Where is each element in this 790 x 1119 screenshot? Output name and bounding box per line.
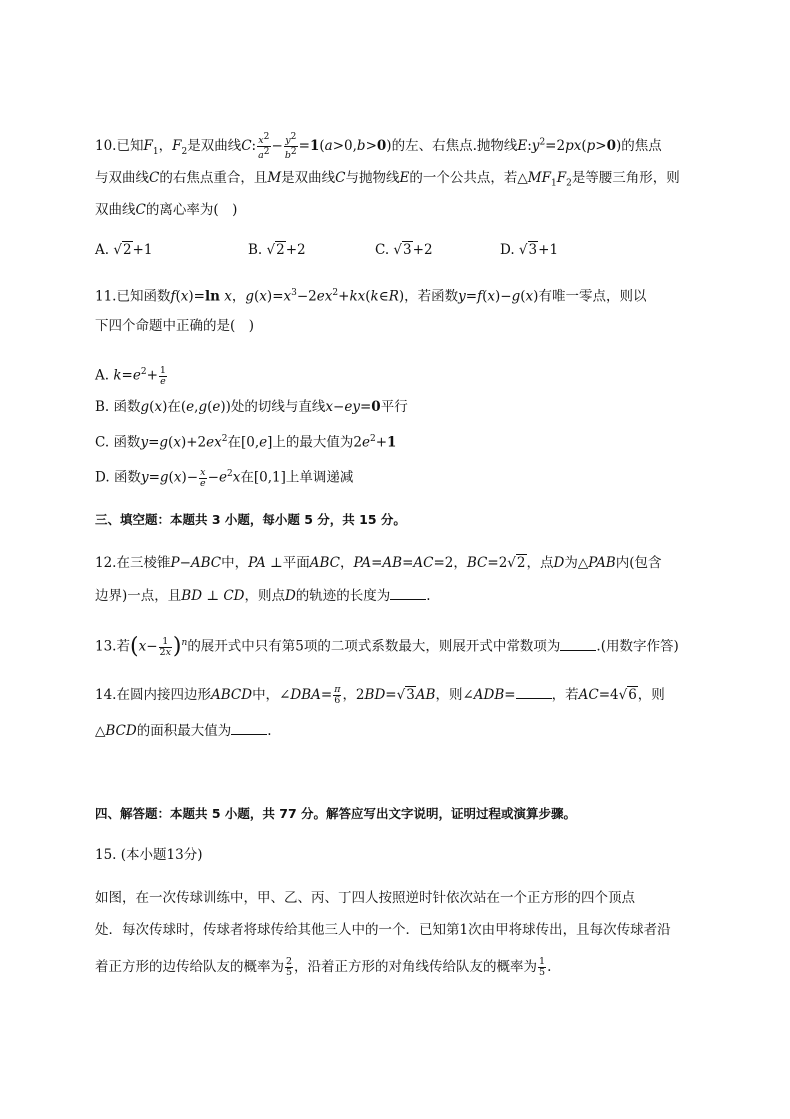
q10-option-d: D. √3+1	[500, 242, 559, 258]
fraction: $\frac{1}{e}$	[159, 364, 166, 387]
fraction: $\frac{1}{5}$	[539, 956, 546, 978]
q12-line1: 12.在三棱锥P−ABC中，PA ⊥平面ABC，PA=AB=AC=2，BC=2√2，点D为△PAB内(包含	[95, 555, 662, 571]
answer-blank[interactable]	[231, 722, 267, 735]
q10-option-a: A. √2+1	[95, 242, 153, 258]
answer-blank[interactable]	[516, 686, 552, 699]
q11-option-b: B. 函数g(x)在(e,g(e))处的切线与直线x−ey=0平行	[95, 399, 408, 415]
q14-number: 14.	[95, 687, 117, 703]
q10-line2: 与双曲线C的右焦点重合，且M是双曲线C与抛物线E的一个公共点，若$\triangle MF_1F_2$是等腰三角形，则	[95, 170, 680, 189]
fraction: $\frac{x^2}{a^2}$	[258, 132, 270, 162]
q10-option-b: B. √2+2	[248, 242, 306, 258]
answer-blank[interactable]	[390, 587, 426, 600]
q11-number: 11.	[95, 288, 117, 305]
section-4-heading: 四、解答题：本题共 5 小题，共 77 分。解答应写出文字说明，证明过程或演算步骤。	[95, 806, 577, 821]
q12-line2: 边界)一点，且BD ⊥ CD，则点D的轨迹的长度为 .	[95, 588, 431, 604]
q14-line1: 14.在圆内接四边形ABCD中，∠DBA= $\frac{\pi}{6}$ ，2BD=√3AB，则∠ADB= ，若AC=4√6，则	[95, 684, 665, 706]
q15-line3: 着正方形的边传给队友的概率为 $\frac{2}{5}$ ，沿着正方形的对角线传给队友的概率为 $\frac{1}{5}$ .	[95, 956, 552, 978]
q11-option-d: D. 函数y=g(x)− $\frac{x}{e}$ $-e^2x$在[0,1]上单调递减	[95, 466, 354, 489]
q15-header: 15. (本小题13分)	[95, 847, 203, 863]
q12-number: 12.	[95, 555, 117, 571]
q15-line1: 如图，在一次传球训练中，甲、乙、丙、丁四人按照逆时针依次站在一个正方形的四个顶点	[95, 890, 635, 906]
q10-number: 10.	[95, 138, 117, 155]
q10-line1: 10.已知$F_1$，$F_2$是双曲线C: $\frac{x^2}{a^2}$ − $\frac{y^2}{b^2}$ =1(a>0,b>0)的左、右焦点.抛物线$E:y^2=2px(p>0)$的焦点	[95, 132, 662, 162]
fraction: $\frac{y^2}{b^2}$	[284, 132, 297, 162]
q15-line2: 处．每次传球时，传球者将球传给其他三人中的一个．已知第1次由甲将球传出，且每次传球者沿	[95, 922, 671, 938]
fraction: $\frac{\pi}{6}$	[334, 684, 341, 706]
q14-line2: △BCD的面积最大值为 .	[95, 723, 272, 739]
q10-option-c: C. √3+2	[375, 242, 433, 258]
answer-blank[interactable]	[560, 638, 596, 651]
q13-line: 13.若(x− $\frac{1}{2x}$ )$^n$的展开式中只有第5项的二项式系数最大，则展开式中常数项为 .(用数字作答)	[95, 634, 679, 659]
fraction: $\frac{x}{e}$	[200, 466, 206, 489]
q13-number: 13.	[95, 638, 117, 655]
section-3-heading: 三、填空题：本题共 3 小题，每小题 5 分，共 15 分。	[95, 512, 406, 527]
q11-option-c: C. 函数$y=g(x)+2ex^2$在[0,e]上的最大值为$2e^2+1$	[95, 434, 397, 451]
q10-line3: 双曲线C的离心率为( )	[95, 202, 238, 218]
fraction: $\frac{2}{5}$	[286, 956, 293, 978]
fraction: $\frac{1}{2x}$	[159, 635, 171, 658]
q11-option-a: A. $k=e^2+$ $\frac{1}{e}$	[95, 364, 166, 387]
q11-line2: 下四个命题中正确的是( )	[95, 318, 255, 334]
q11-line1: 11.已知函数f(x)=ln x，$g(x)=x^3-2ex^2+kx(k\in R)$，若函数y=f(x)−g(x)有唯一零点，则以	[95, 288, 647, 305]
